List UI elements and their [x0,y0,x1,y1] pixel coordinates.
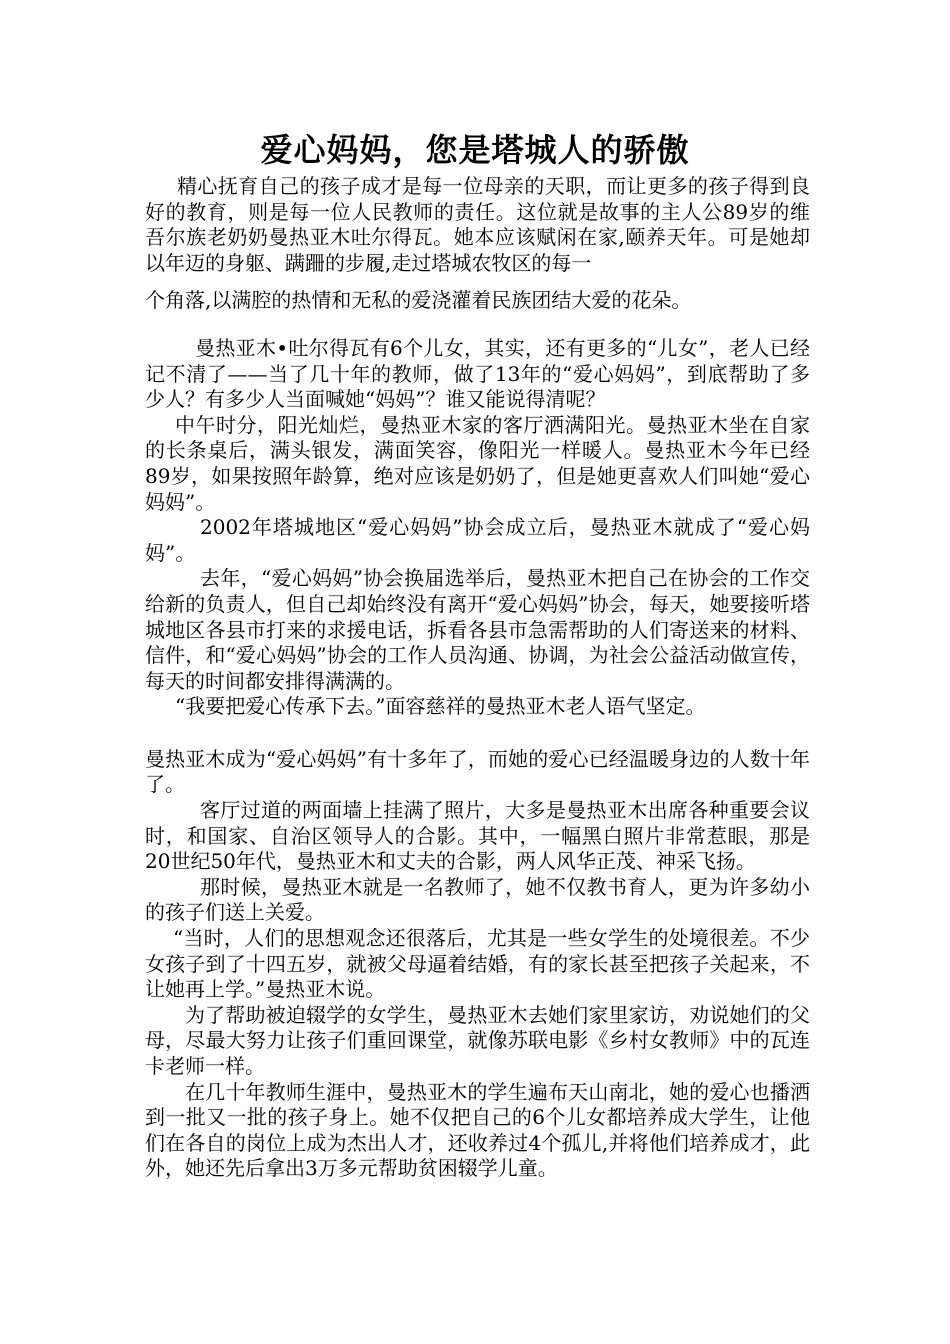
paragraph-1: 精心抚育自己的孩子成才是每一位母亲的天职，而让更多的孩子得到良好的教育，则是每一位人民教师的责任。这位就是故事的主人公89岁的维吾尔族老奶奶曼热亚木吐尔得瓦。她本应该赋闲在家,颐养天年。可是她却以年迈的身躯、蹒跚的步履,走过塔城农牧区的每一 [145,174,810,275]
paragraph-8: 客厅过道的两面墙上挂满了照片，大多是曼热亚木出席各种重要会议时，和国家、自治区领导人的合影。其中，一幅黑白照片非常惹眼，那是20世纪50年代，曼热亚木和丈夫的合影，两人风华正茂、神采飞扬。 [145,798,810,874]
paragraph-4: 2002年塔城地区“爱心妈妈”协会成立后，曼热亚木就成了“爱心妈妈”。 [145,515,810,565]
paragraph-3: 中午时分，阳光灿烂，曼热亚木家的客厅洒满阳光。曼热亚木坐在自家的长条桌后，满头银发，满面笑容，像阳光一样暖人。曼热亚木今年已经89岁，如果按照年龄算，绝对应该是奶奶了，但是她更喜欢人们叫她“爱心妈妈”。 [145,412,810,514]
paragraph-2: 曼热亚木•吐尔得瓦有6个儿女，其实，还有更多的“儿女”，老人已经记不清了——当了几十年的教师，做了13年的“爱心妈妈”，到底帮助了多少人？有多少人当面喊她“妈妈”？谁又能说得清呢？ [145,335,810,412]
paragraph-7: 曼热亚木成为“爱心妈妈”有十多年了，而她的爱心已经温暖身边的人数十年了。 [145,746,810,797]
paragraph-10: “当时，人们的思想观念还很落后，尤其是一些女学生的处境很差。不少女孩子到了十四五岁，就被父母逼着结婚，有的家长甚至把孩子关起来，不让她再上学。”曼热亚木说。 [145,926,810,1002]
paragraph-5: 去年，“爱心妈妈”协会换届选举后，曼热亚木把自己在协会的工作交给新的负责人，但自己却始终没有离开“爱心妈妈”协会，每天，她要接听塔城地区各县市打来的求援电话，拆看各县市急需帮助的人们寄送来的材料、信件，和“爱心妈妈”协会的工作人员沟通、协调，为社会公益活动做宣传，每天的时间都安排得满满的。 [145,566,810,693]
paragraph-1-continued: 个角落,以满腔的热情和无私的爱浇灌着民族团结大爱的花朵。 [145,288,692,313]
paragraph-11: 为了帮助被迫辍学的女学生，曼热亚木去她们家里家访，劝说她们的父母，尽最大努力让孩子们重回课堂，就像苏联电影《乡村女教师》中的瓦连卡老师一样。 [145,1002,810,1078]
paragraph-12: 在几十年教师生涯中，曼热亚木的学生遍布天山南北，她的爱心也播洒到一批又一批的孩子身上。她不仅把自己的6个儿女都培养成大学生，让他们在各自的岗位上成为杰出人才，还收养过4个孤儿,并将他们培养成才，此外，她还先后拿出3万多元帮助贫困辍学儿童。 [145,1079,810,1181]
document-body [145,174,810,1182]
paragraph-6: “我要把爱心传承下去。”面容慈祥的曼热亚木老人语气坚定。 [175,694,706,719]
paragraph-9: 那时候，曼热亚木就是一名教师了，她不仅教书育人，更为许多幼小的孩子们送上关爱。 [145,874,810,925]
document-title: 爱心妈妈，您是塔城人的骄傲 [260,131,690,169]
